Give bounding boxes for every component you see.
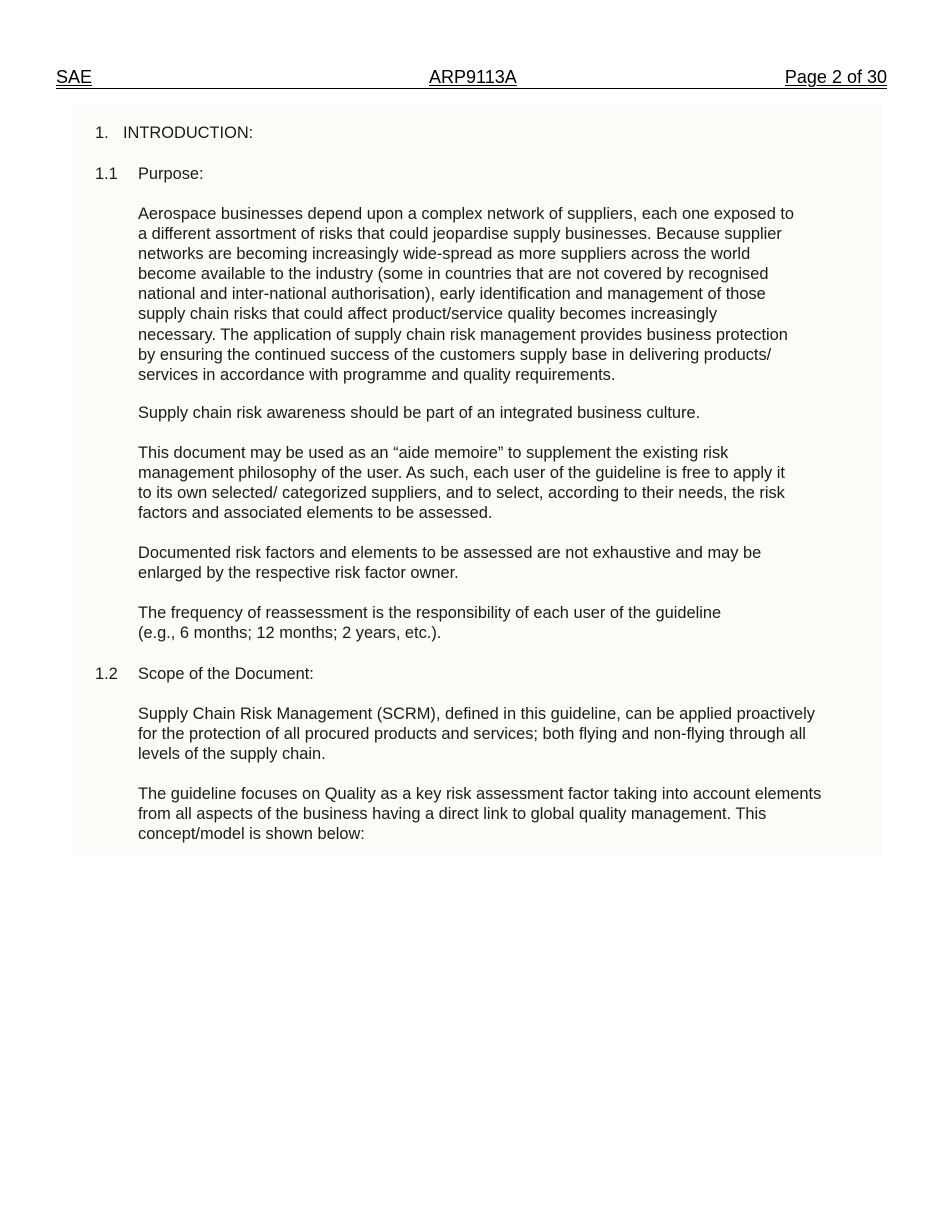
scope-paragraph-2: The guideline focuses on Quality as a key risk assessment factor taking into account elements from all aspects of the business having a direct link to global quality management. This concept/model is shown below: bbox=[138, 785, 822, 844]
page-header bbox=[56, 66, 887, 89]
section-1-1-number: 1.1 bbox=[95, 165, 118, 183]
header-doc-id: ARP9113A bbox=[429, 67, 517, 87]
section-1-1-title: Purpose: bbox=[138, 165, 204, 183]
purpose-paragraph-2: Supply chain risk awareness should be part of an integrated business culture. bbox=[138, 404, 701, 422]
purpose-paragraph-3: This document may be used as an “aide memoire” to supplement the existing risk management philosophy of the user. As such, each user of the guideline is free to apply it to its own selected/ categorized suppliers, and to select, according to their needs, the risk factors and associated elements to be assessed. bbox=[138, 444, 785, 523]
header-page-number: Page 2 of 30 bbox=[784, 67, 887, 87]
purpose-paragraph-4: Documented risk factors and elements to be assessed are not exhaustive and may be enlarged by the respective risk factor owner. bbox=[138, 544, 762, 583]
section-1-title: INTRODUCTION: bbox=[123, 124, 254, 142]
scope-paragraph-1: Supply Chain Risk Management (SCRM), defined in this guideline, can be applied proactively for the protection of all procured products and services; both flying and non-flying through all levels of the supply chain. bbox=[138, 705, 815, 764]
header-org: SAE bbox=[56, 67, 93, 87]
purpose-paragraph-5: The frequency of reassessment is the responsibility of each user of the guideline (e.g., 6 months; 12 months; 2 years, etc.). bbox=[138, 604, 722, 643]
section-1-number: 1. bbox=[95, 124, 109, 142]
section-1-2-title: Scope of the Document: bbox=[138, 665, 314, 683]
purpose-paragraph-1: Aerospace businesses depend upon a complex network of suppliers, each one exposed to a different assortment of risks that could jeopardise supply businesses. Because supplier networks are becoming increasingly wide-spread as more suppliers across the world become available to the industry (some in countries that are not covered by recognised national and inter-national authorisation), early identification and management of those supply chain risks that could affect product/service quality becomes increasingly necessary. The application of supply chain risk management provides business protection by ensuring the continued success of the customers supply base in delivering products/ services in accordance with programme and quality requirements. bbox=[138, 205, 795, 384]
section-1-2-number: 1.2 bbox=[95, 665, 118, 683]
